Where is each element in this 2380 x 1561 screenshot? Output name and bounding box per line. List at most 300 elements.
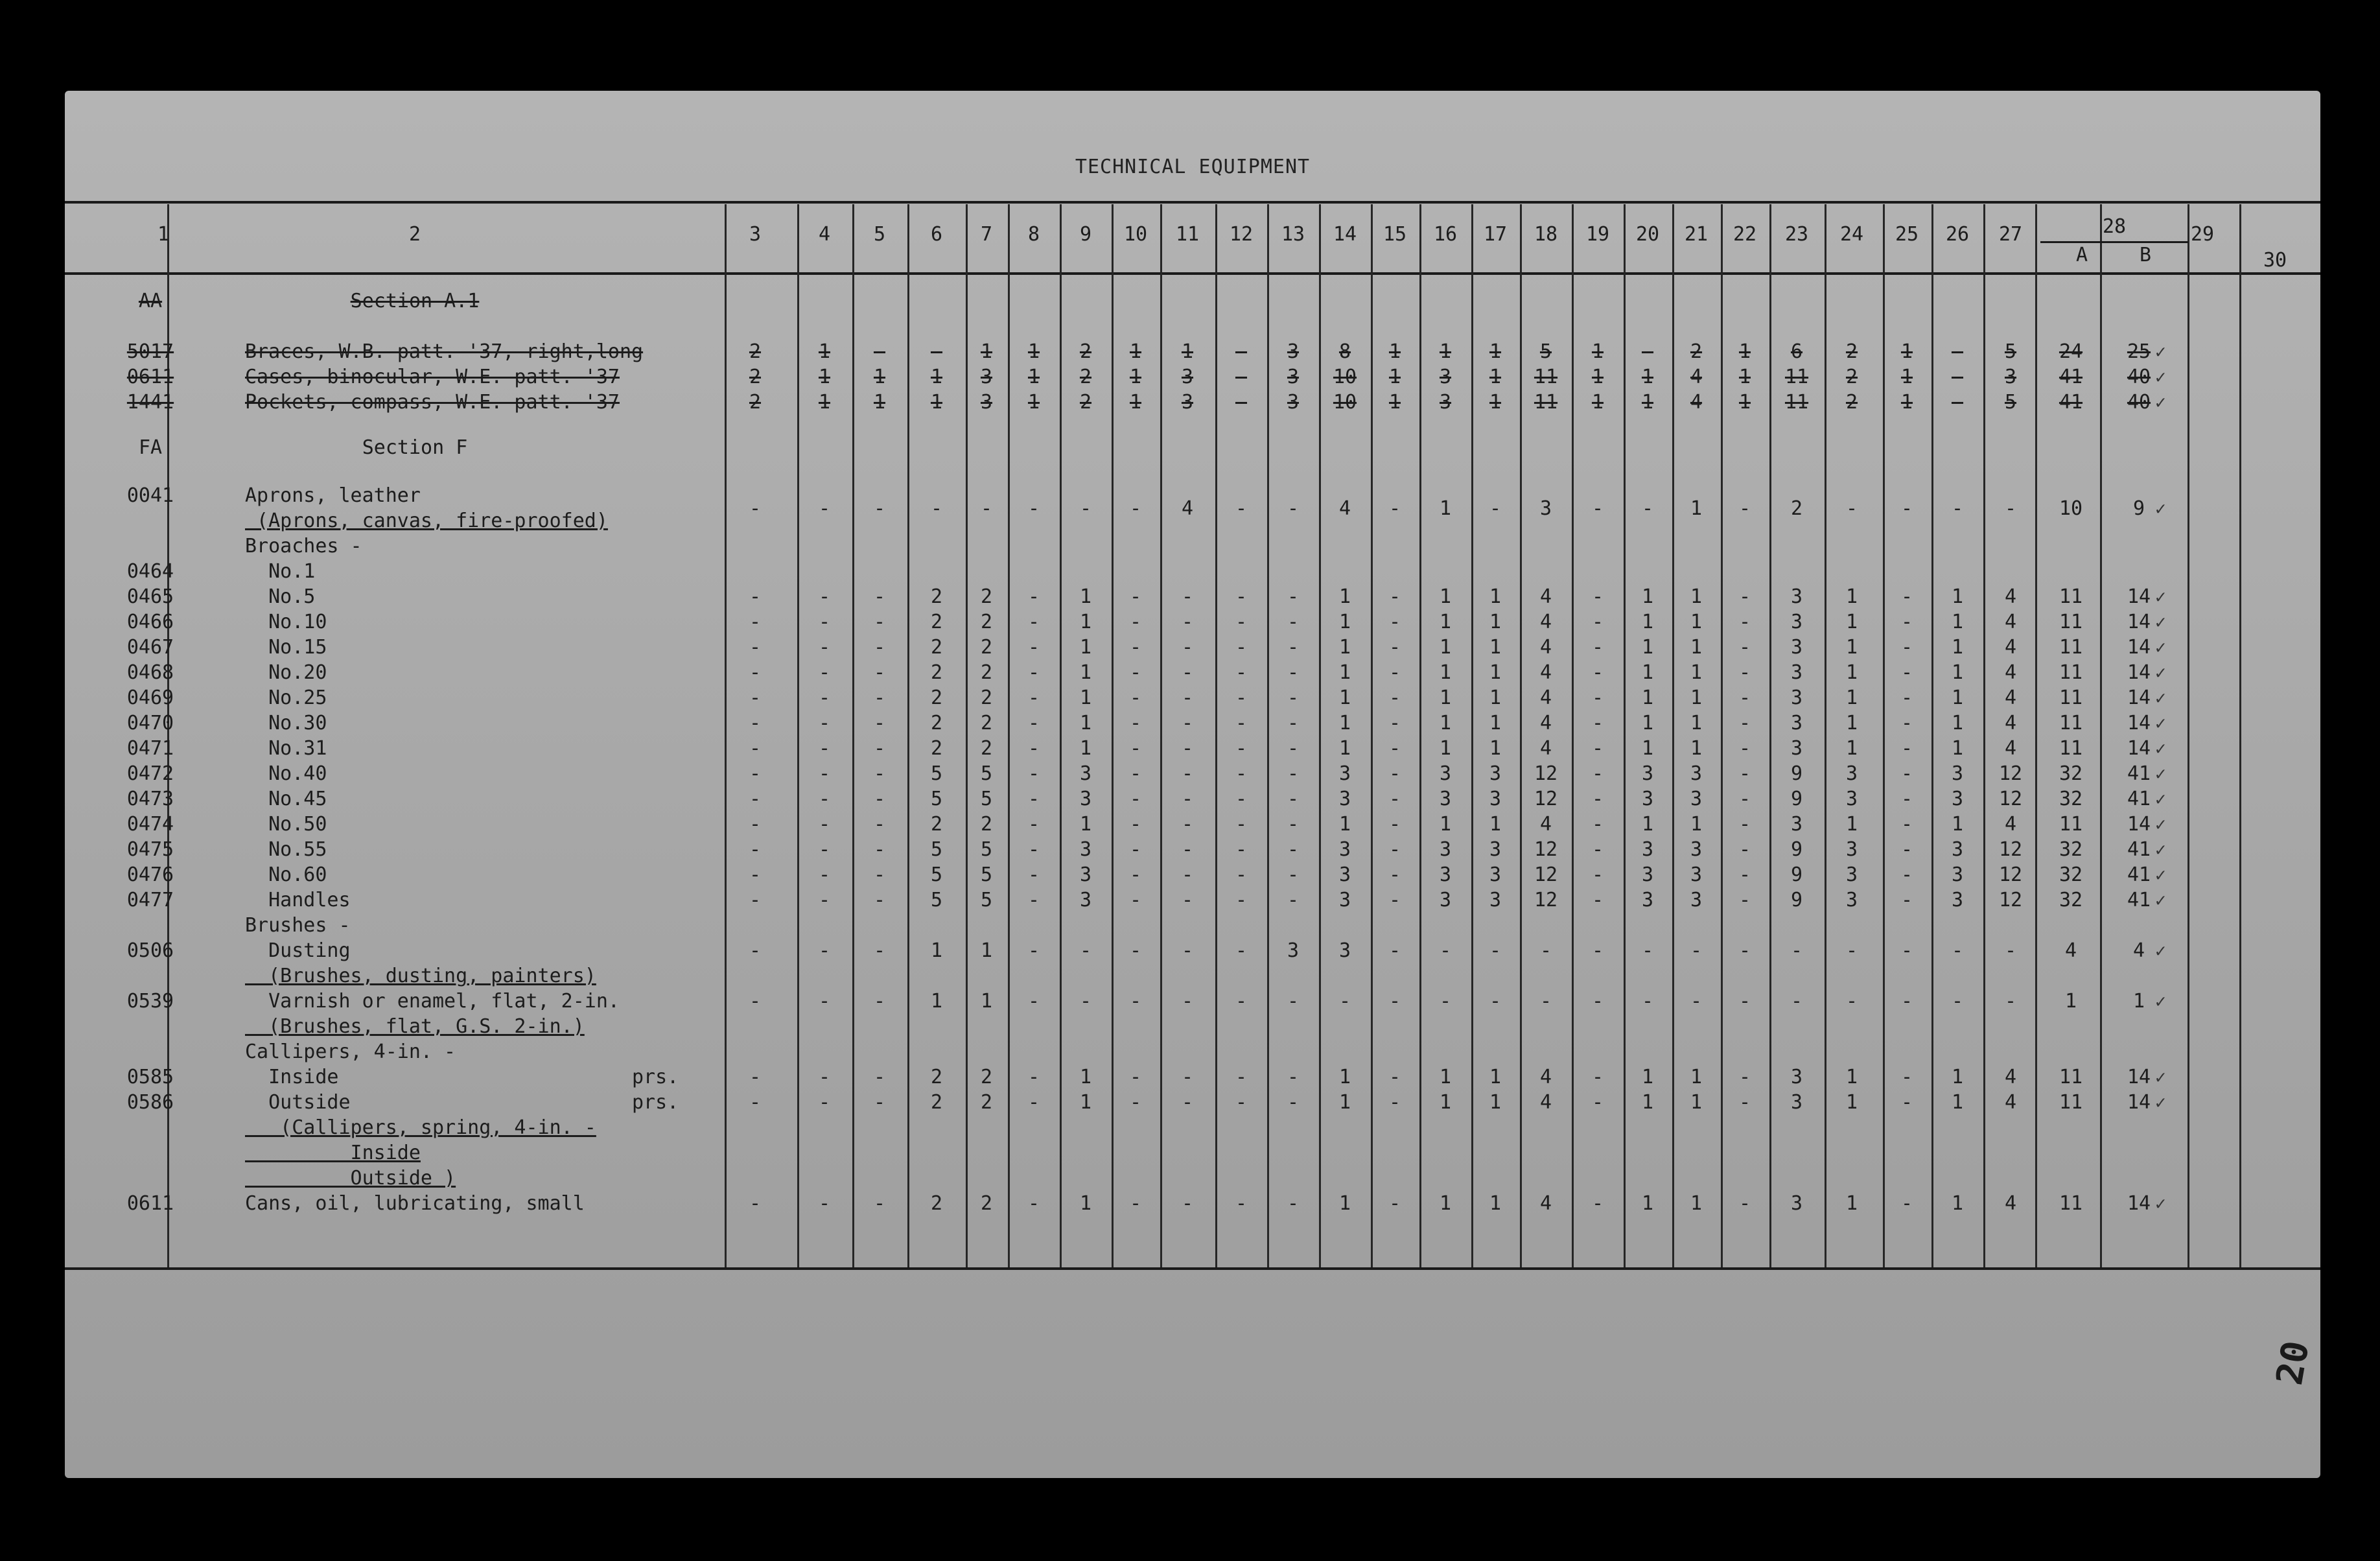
row-value: - — [1900, 636, 1913, 659]
row-value: - — [1181, 813, 1194, 836]
row-value: 3 — [1790, 737, 1803, 760]
row-value: 14 — [2127, 1066, 2151, 1089]
row-value: 1 — [1738, 391, 1751, 414]
row-value: 2 — [930, 661, 943, 685]
row-value: 1 — [1845, 585, 1858, 609]
row-value: 3 — [1439, 788, 1452, 811]
row-value: - — [818, 497, 831, 520]
row-value: - — [1591, 762, 1604, 786]
row-value: - — [1591, 813, 1604, 836]
row-value: - — [1388, 687, 1401, 710]
column-header-3: 3 — [749, 223, 762, 246]
row-description: No.50 — [245, 813, 327, 836]
row-value: 1 — [1690, 737, 1703, 760]
row-value: - — [1287, 687, 1300, 710]
check-mark: ✓ — [2155, 712, 2166, 734]
row-value: 3 — [1690, 762, 1703, 786]
row-value: 1 — [980, 939, 993, 963]
row-value: 3 — [1951, 788, 1964, 811]
row-value: 1 — [1338, 737, 1351, 760]
row-value: - — [1591, 939, 1604, 963]
row-value: - — [818, 990, 831, 1013]
row-value: 3 — [1439, 762, 1452, 786]
row-value: 1 — [818, 340, 831, 363]
col28-split — [2040, 241, 2188, 243]
row-value: 1 — [1641, 1066, 1654, 1089]
row-value: - — [1129, 636, 1142, 659]
row-code: 0476 — [126, 863, 174, 887]
row-value: 3 — [1489, 788, 1502, 811]
row-value: - — [1027, 497, 1040, 520]
row-code: 0611 — [126, 366, 174, 388]
row-value: - — [1129, 1091, 1142, 1114]
row-value: 1 — [1079, 636, 1092, 659]
row-value: - — [1027, 687, 1040, 710]
row-value: 3 — [1845, 788, 1858, 811]
row-value: 1 — [1489, 1192, 1502, 1215]
row-value: - — [818, 1091, 831, 1114]
document-sheet — [65, 91, 2320, 1478]
row-description: Outside ) — [245, 1167, 456, 1190]
row-value: - — [1129, 990, 1142, 1013]
row-value: 3 — [1181, 366, 1194, 388]
row-value: 3 — [1287, 366, 1300, 388]
row-value: - — [1287, 497, 1300, 520]
row-value: - — [1591, 838, 1604, 862]
row-value: - — [1641, 939, 1654, 963]
row-description: No.5 — [245, 585, 316, 609]
column-rule — [1008, 204, 1010, 1267]
row-value: - — [818, 762, 831, 786]
row-value: - — [1129, 813, 1142, 836]
row-value: 1 — [1079, 1192, 1092, 1215]
row-value: 1 — [1690, 661, 1703, 685]
check-mark: ✓ — [2155, 366, 2166, 388]
column-header-27: 27 — [1998, 223, 2023, 246]
row-value: 2 — [1845, 366, 1858, 388]
row-value: - — [1235, 366, 1248, 388]
row-value: - — [873, 497, 886, 520]
row-value: 3 — [1489, 863, 1502, 887]
row-value: - — [1287, 762, 1300, 786]
row-value: - — [1181, 889, 1194, 912]
row-value: - — [1235, 391, 1248, 414]
column-header-5: 5 — [873, 223, 886, 246]
column-rule — [1267, 204, 1269, 1267]
row-value: 1 — [818, 391, 831, 414]
row-value: 2 — [980, 1192, 993, 1215]
column-header-11: 11 — [1175, 223, 1200, 246]
row-value: - — [1129, 611, 1142, 634]
column-header-16: 16 — [1433, 223, 1458, 246]
row-value: 14 — [2127, 636, 2151, 659]
document-title: TECHNICAL EQUIPMENT — [1075, 156, 1311, 178]
row-value: - — [749, 1192, 762, 1215]
row-value: - — [749, 636, 762, 659]
row-value: 2 — [930, 1066, 943, 1089]
row-value: 3 — [1690, 863, 1703, 887]
row-value: - — [1027, 889, 1040, 912]
row-value: 2 — [930, 1192, 943, 1215]
row-value: - — [749, 863, 762, 887]
row-value: - — [1439, 939, 1452, 963]
row-value: - — [1129, 1066, 1142, 1089]
row-value: 2 — [749, 391, 762, 414]
row-value: - — [1287, 788, 1300, 811]
row-value: 1 — [1489, 340, 1502, 363]
row-value: 4 — [2004, 611, 2017, 634]
row-value: - — [873, 762, 886, 786]
row-value: - — [1027, 788, 1040, 811]
row-value: - — [1027, 611, 1040, 634]
row-value: 3 — [1790, 611, 1803, 634]
row-value: 1 — [1951, 1091, 1964, 1114]
row-value: 9 — [2132, 497, 2145, 520]
row-value: - — [1287, 712, 1300, 735]
row-unit: prs. — [632, 1066, 679, 1089]
row-value: - — [749, 611, 762, 634]
row-value: - — [1738, 813, 1751, 836]
row-value: - — [749, 1066, 762, 1089]
row-value: 11 — [2059, 712, 2083, 735]
column-header-19: 19 — [1585, 223, 1610, 246]
row-value: 3 — [1079, 762, 1092, 786]
row-value: - — [1738, 1192, 1751, 1215]
row-value: - — [1489, 939, 1502, 963]
row-value: 1 — [1951, 813, 1964, 836]
row-value: 3 — [1079, 863, 1092, 887]
row-value: 1 — [1027, 340, 1040, 363]
row-value: - — [1388, 611, 1401, 634]
table-rule — [65, 272, 2320, 275]
row-value: 2 — [980, 737, 993, 760]
row-value: 4 — [2004, 687, 2017, 710]
row-value: 2 — [930, 611, 943, 634]
row-value: 3 — [1790, 661, 1803, 685]
row-value: 1 — [1641, 1192, 1654, 1215]
row-value: - — [1489, 497, 1502, 520]
row-value: - — [1235, 838, 1248, 862]
row-value: 3 — [1338, 863, 1351, 887]
row-value: - — [1900, 1091, 1913, 1114]
check-mark: ✓ — [2155, 586, 2166, 608]
row-description: Varnish or enamel, flat, 2-in. — [245, 990, 620, 1013]
check-mark: ✓ — [2155, 1193, 2166, 1215]
check-mark: ✓ — [2155, 392, 2166, 413]
row-value: 14 — [2127, 611, 2151, 634]
row-value: 1 — [1845, 737, 1858, 760]
column-rule — [1672, 204, 1674, 1267]
row-value: 12 — [1998, 762, 2023, 786]
row-value: - — [1129, 712, 1142, 735]
row-value: 4 — [1539, 712, 1552, 735]
column-rule — [1112, 204, 1114, 1267]
row-value: - — [1951, 990, 1964, 1013]
row-value: - — [1591, 712, 1604, 735]
row-value: 1 — [1079, 687, 1092, 710]
row-value: - — [1027, 1192, 1040, 1215]
row-value: - — [1951, 497, 1964, 520]
row-value: 11 — [2059, 661, 2083, 685]
row-value: 3 — [1539, 497, 1552, 520]
row-value: 3 — [1790, 1066, 1803, 1089]
row-value: 2 — [980, 585, 993, 609]
row-value: 1 — [1489, 636, 1502, 659]
row-value: 1 — [1951, 661, 1964, 685]
column-rule — [2100, 204, 2102, 1267]
row-value: - — [1591, 889, 1604, 912]
row-value: - — [1641, 340, 1654, 363]
row-value: 1 — [1338, 661, 1351, 685]
row-value: 2 — [1845, 391, 1858, 414]
row-value: 1 — [1641, 712, 1654, 735]
row-value: 3 — [1951, 889, 1964, 912]
row-value: - — [1951, 340, 1964, 363]
row-value: - — [1235, 661, 1248, 685]
row-code: 0611 — [126, 1192, 174, 1215]
row-value: 1 — [1641, 661, 1654, 685]
row-value: - — [1027, 737, 1040, 760]
column-rule — [1983, 204, 1985, 1267]
row-value: - — [818, 1192, 831, 1215]
column-header-20: 20 — [1635, 223, 1660, 246]
row-value: - — [1287, 863, 1300, 887]
row-value: 11 — [2059, 1192, 2083, 1215]
row-value: 2 — [930, 737, 943, 760]
row-value: 1 — [1690, 1091, 1703, 1114]
row-value: - — [1951, 366, 1964, 388]
check-mark: ✓ — [2155, 1092, 2166, 1114]
row-description: No.45 — [245, 788, 327, 811]
row-value: - — [1539, 990, 1552, 1013]
row-code: 0468 — [126, 661, 174, 685]
row-value: - — [1388, 636, 1401, 659]
column-header-2: 2 — [408, 223, 421, 246]
row-value: - — [1951, 939, 1964, 963]
row-value: 3 — [1079, 889, 1092, 912]
row-value: 1 — [980, 340, 993, 363]
row-value: 4 — [1539, 1091, 1552, 1114]
row-value: 3 — [1790, 687, 1803, 710]
row-value: - — [1738, 788, 1751, 811]
row-value: 3 — [1790, 1091, 1803, 1114]
row-value: - — [1388, 497, 1401, 520]
row-value: - — [873, 687, 886, 710]
row-value: 3 — [1790, 1192, 1803, 1215]
row-value: 1 — [1641, 585, 1654, 609]
row-value: 3 — [1489, 762, 1502, 786]
row-value: 2 — [749, 366, 762, 388]
row-value: 1 — [1690, 585, 1703, 609]
row-value: 4 — [1539, 813, 1552, 836]
row-value: - — [1235, 737, 1248, 760]
row-value: - — [873, 585, 886, 609]
row-value: - — [1900, 611, 1913, 634]
row-value: - — [1235, 712, 1248, 735]
row-value: 2 — [1790, 497, 1803, 520]
row-value: - — [1690, 990, 1703, 1013]
row-value: 40 — [2127, 366, 2151, 388]
row-value: - — [1287, 611, 1300, 634]
row-value: - — [1235, 497, 1248, 520]
row-value: - — [1027, 990, 1040, 1013]
row-value: 32 — [2059, 762, 2083, 786]
row-value: 1 — [1489, 737, 1502, 760]
row-value: 9 — [1790, 863, 1803, 887]
row-value: - — [749, 1091, 762, 1114]
row-value: - — [1235, 939, 1248, 963]
row-value: - — [1845, 990, 1858, 1013]
row-value: 1 — [1079, 611, 1092, 634]
row-value: 5 — [980, 863, 993, 887]
row-value: - — [1591, 611, 1604, 634]
row-value: - — [1181, 712, 1194, 735]
row-value: - — [1235, 762, 1248, 786]
row-value: - — [1900, 939, 1913, 963]
row-value: - — [873, 889, 886, 912]
row-value: - — [1388, 889, 1401, 912]
row-value: 3 — [1641, 863, 1654, 887]
row-description: Aprons, leather — [245, 484, 421, 508]
row-value: - — [749, 737, 762, 760]
row-value: 11 — [2059, 611, 2083, 634]
row-value: 3 — [1287, 939, 1300, 963]
row-description: No.40 — [245, 762, 327, 786]
row-value: 1 — [1489, 391, 1502, 414]
row-value: 8 — [1338, 340, 1351, 363]
row-value: 3 — [1287, 391, 1300, 414]
row-value: 5 — [980, 788, 993, 811]
row-description: Handles — [245, 889, 351, 912]
row-value: - — [1388, 1192, 1401, 1215]
row-value: - — [818, 636, 831, 659]
row-value: 10 — [2059, 497, 2083, 520]
row-value: 4 — [1539, 661, 1552, 685]
row-value: 2 — [980, 813, 993, 836]
row-value: - — [1388, 788, 1401, 811]
row-value: 41 — [2059, 391, 2083, 414]
row-unit: prs. — [632, 1091, 679, 1114]
row-description: No.31 — [245, 737, 327, 760]
row-value: - — [1900, 1066, 1913, 1089]
row-description: No.25 — [245, 687, 327, 710]
row-value: 1 — [1845, 1066, 1858, 1089]
column-header-14: 14 — [1333, 223, 1357, 246]
column-header-4: 4 — [818, 223, 831, 246]
row-value: - — [1181, 838, 1194, 862]
row-value: 1 — [1338, 813, 1351, 836]
row-value: 3 — [1489, 889, 1502, 912]
row-code: 0466 — [126, 611, 174, 634]
row-value: - — [749, 497, 762, 520]
row-value: 3 — [1641, 788, 1654, 811]
row-value: 5 — [980, 838, 993, 862]
row-value: - — [1129, 497, 1142, 520]
row-description: Inside — [245, 1142, 421, 1165]
row-value: 1 — [1641, 737, 1654, 760]
row-description: Inside — [245, 1066, 339, 1089]
row-value: - — [873, 788, 886, 811]
row-value: - — [1900, 813, 1913, 836]
row-value: 4 — [1539, 611, 1552, 634]
row-value: 4 — [2004, 1192, 2017, 1215]
row-value: 4 — [1338, 497, 1351, 520]
row-description: Section A.1 — [350, 290, 480, 312]
row-value: 3 — [1641, 889, 1654, 912]
column-header-26: 26 — [1945, 223, 1970, 246]
row-value: - — [1539, 939, 1552, 963]
row-value: 1 — [1129, 340, 1142, 363]
row-value: 1 — [1439, 636, 1452, 659]
row-description: Outside — [245, 1091, 351, 1114]
row-value: - — [1900, 585, 1913, 609]
row-value: 3 — [980, 391, 993, 414]
row-value: 3 — [1079, 838, 1092, 862]
row-value: - — [1388, 1066, 1401, 1089]
row-value: - — [749, 813, 762, 836]
row-value: 3 — [1079, 788, 1092, 811]
row-value: 2 — [1079, 340, 1092, 363]
row-value: - — [749, 762, 762, 786]
row-value: - — [749, 838, 762, 862]
row-value: 1 — [1690, 813, 1703, 836]
column-rule — [1520, 204, 1522, 1267]
column-rule — [1883, 204, 1885, 1267]
row-description: Cans, oil, lubricating, small — [245, 1192, 585, 1215]
row-value: - — [1287, 838, 1300, 862]
row-value: - — [1027, 585, 1040, 609]
row-value: - — [749, 687, 762, 710]
row-value: 4 — [2064, 939, 2077, 963]
row-value: 4 — [1539, 585, 1552, 609]
row-value: - — [873, 838, 886, 862]
row-value: 1 — [1181, 340, 1194, 363]
column-header-6: 6 — [930, 223, 943, 246]
table-rule — [65, 201, 2320, 204]
column-header-30: 30 — [2263, 249, 2287, 272]
row-value: - — [1388, 939, 1401, 963]
row-value: - — [818, 863, 831, 887]
row-value: 12 — [1534, 788, 1558, 811]
row-value: - — [873, 340, 886, 363]
row-value: - — [1738, 661, 1751, 685]
row-value: - — [873, 1091, 886, 1114]
column-rule — [1624, 204, 1626, 1267]
row-code: 0467 — [126, 636, 174, 659]
row-value: 10 — [1333, 366, 1357, 388]
row-value: - — [873, 1066, 886, 1089]
row-value: - — [1181, 863, 1194, 887]
row-value: 1 — [1845, 813, 1858, 836]
row-value: - — [1287, 636, 1300, 659]
column-header-28: 28 — [2102, 215, 2127, 238]
row-value: 4 — [2004, 737, 2017, 760]
row-value: 1 — [1079, 1091, 1092, 1114]
row-value: - — [1591, 1091, 1604, 1114]
row-value: 1 — [1338, 1192, 1351, 1215]
row-value: 11 — [2059, 737, 2083, 760]
row-value: 4 — [1539, 1192, 1552, 1215]
row-value: 6 — [1790, 340, 1803, 363]
row-value: 3 — [1489, 838, 1502, 862]
row-value: - — [818, 889, 831, 912]
row-value: 1 — [1489, 687, 1502, 710]
row-value: - — [1235, 636, 1248, 659]
row-value: - — [1181, 1192, 1194, 1215]
row-value: 4 — [1539, 737, 1552, 760]
row-value: 1 — [1951, 1066, 1964, 1089]
row-value: 3 — [1690, 838, 1703, 862]
